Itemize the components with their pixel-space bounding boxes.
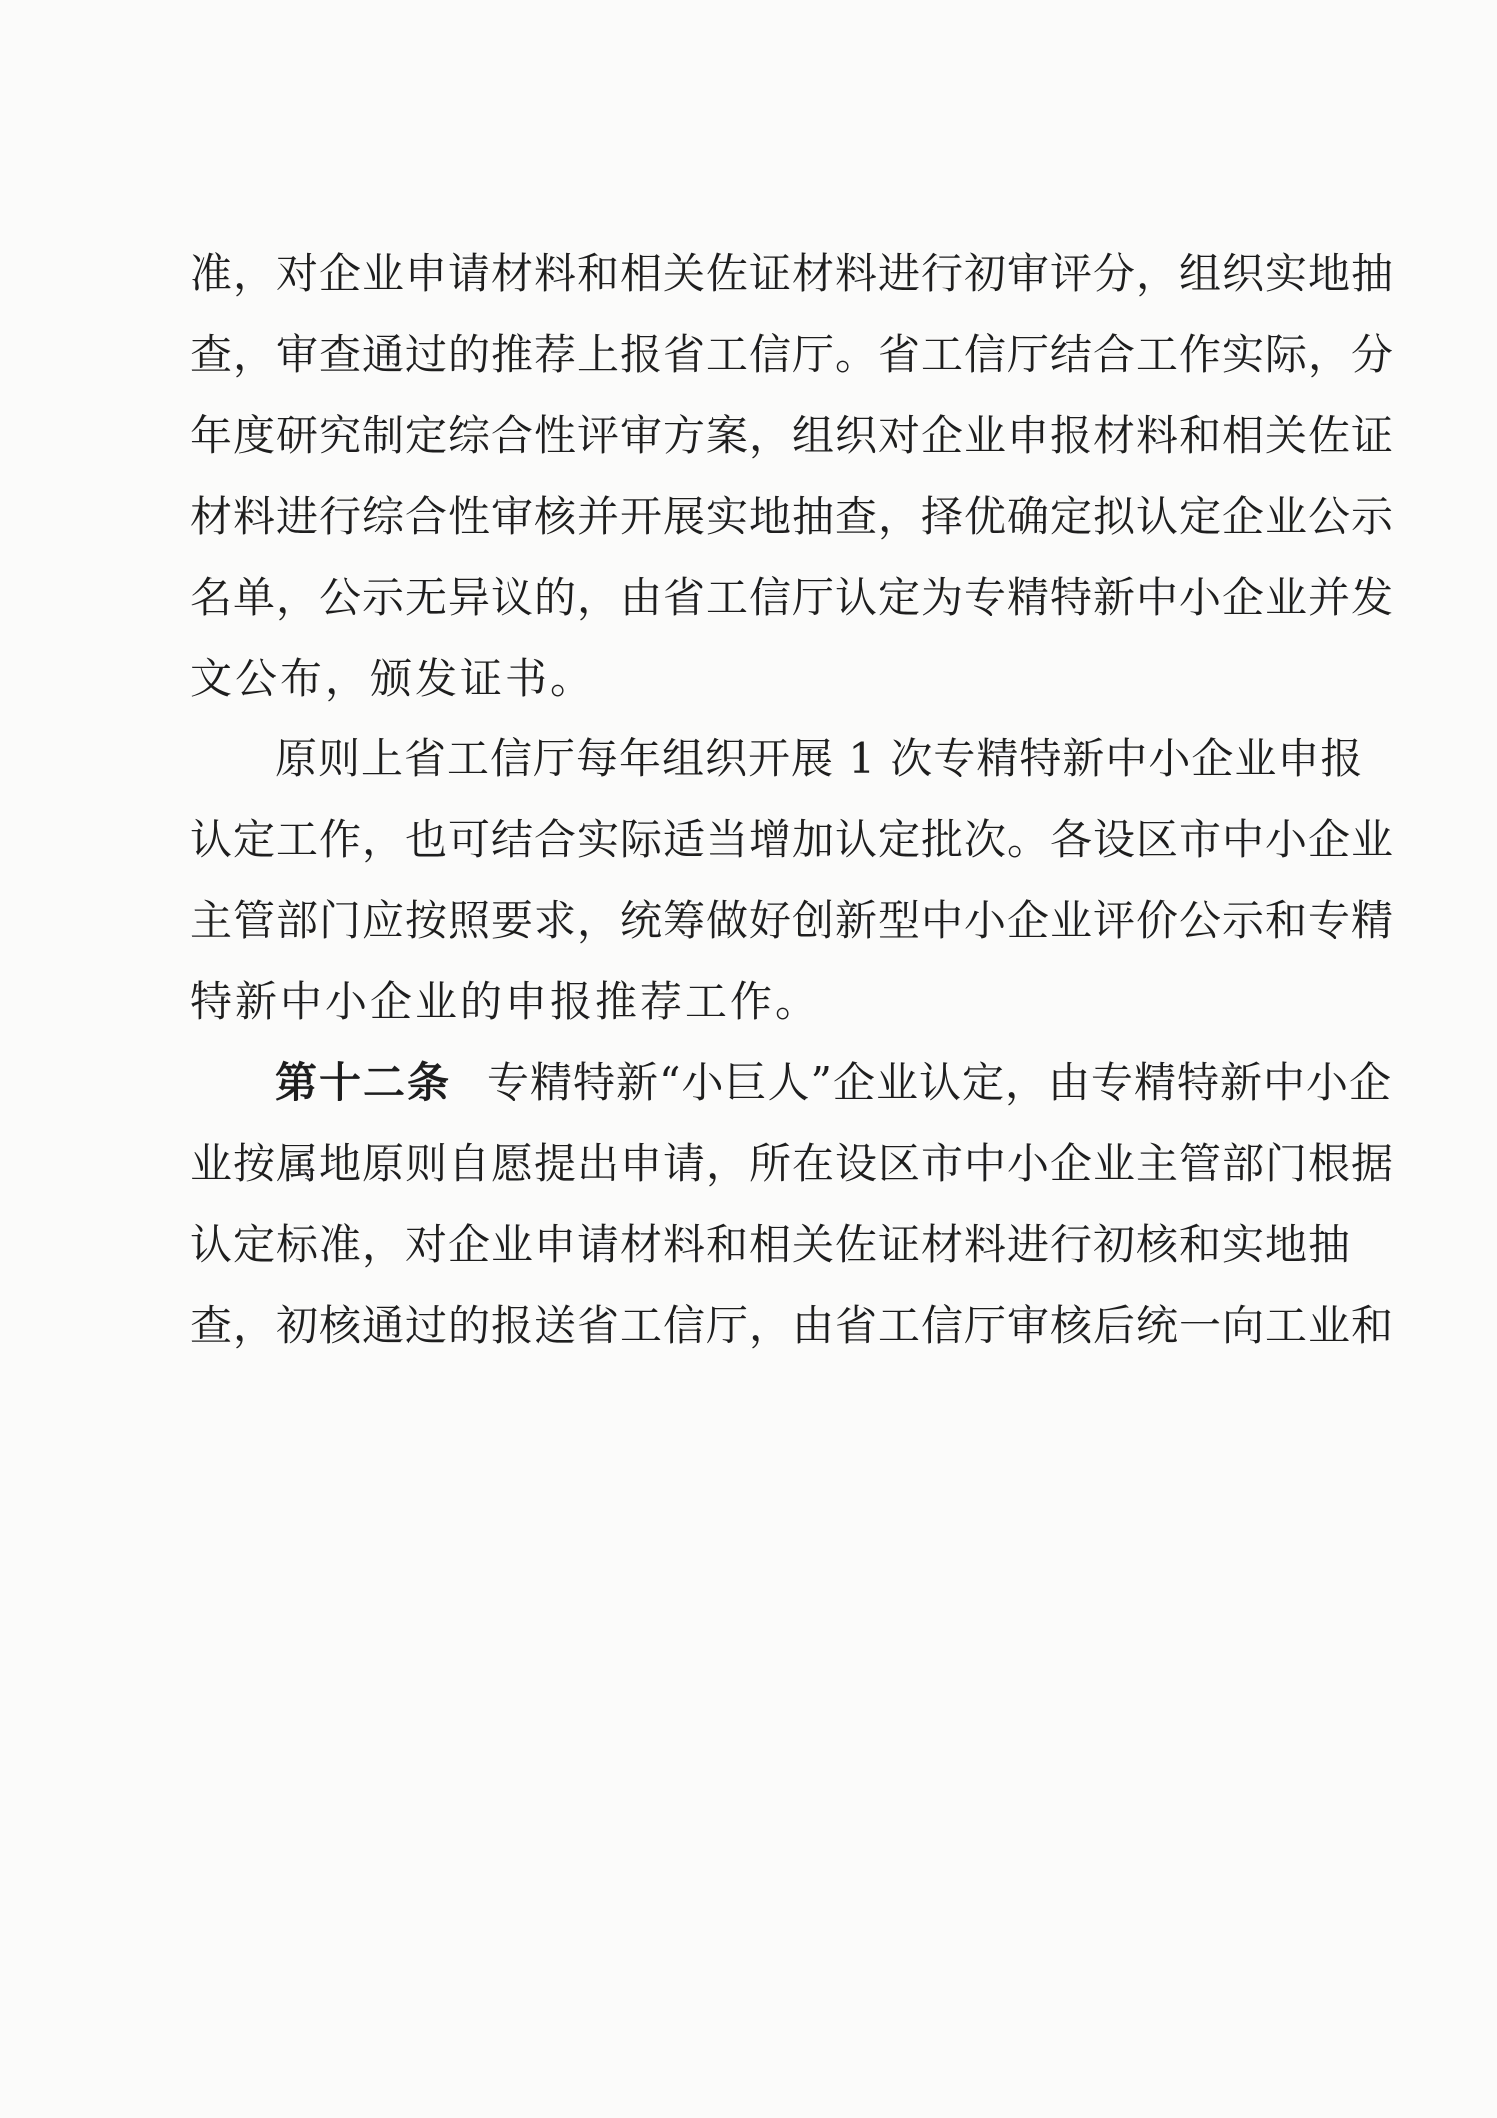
body-line: 材料进行综合性审核并开展实地抽查，择优确定拟认定企业公示 (190, 492, 1395, 541)
body-line: 名单，公示无异议的，由省工信厅认定为专精特新中小企业并发 (190, 573, 1395, 622)
body-line: 准，对企业申请材料和相关佐证材料进行初审评分，组织实地抽 (190, 249, 1395, 298)
body-line: 主管部门应按照要求，统筹做好创新型中小企业评价公示和专精 (190, 896, 1395, 945)
article-12-first-line (275, 1047, 1392, 1119)
article-12-text: 专精特新“小巨人”企业认定，由专精特新中小企 (487, 1058, 1392, 1107)
body-line: 特新中小企业的申报推荐工作。 (190, 977, 821, 1026)
body-line: 认定标准，对企业申请材料和相关佐证材料进行初核和实地抽 (190, 1220, 1352, 1269)
body-line: 查，初核通过的报送省工信厅，由省工信厅审核后统一向工业和 (190, 1301, 1395, 1350)
body-line: 原则上省工信厅每年组织开展 1 次专精特新中小企业申报 (275, 734, 1364, 783)
body-line: 年度研究制定综合性评审方案，组织对企业申报材料和相关佐证 (190, 411, 1395, 460)
body-line: 认定工作，也可结合实际适当增加认定批次。各设区市中小企业 (190, 815, 1395, 864)
body-line: 业按属地原则自愿提出申请，所在设区市中小企业主管部门根据 (190, 1139, 1395, 1188)
body-line: 查，审查通过的推荐上报省工信厅。省工信厅结合工作实际，分 (190, 330, 1395, 379)
article-12-label: 第十二条 (275, 1058, 452, 1107)
body-line: 文公布，颁发证书。 (190, 654, 596, 703)
